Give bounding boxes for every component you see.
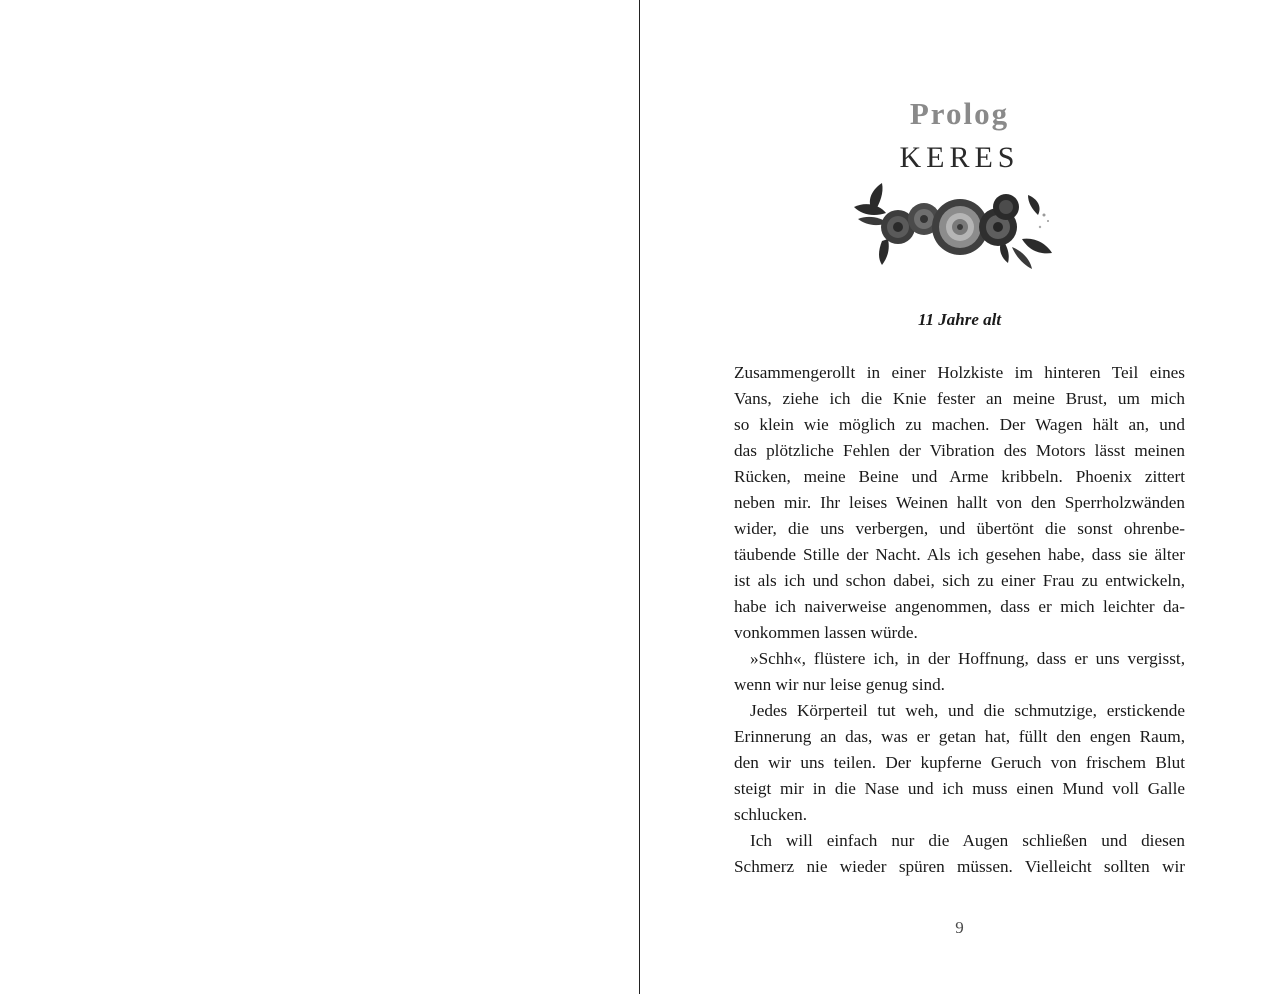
paragraph — [734, 646, 1185, 698]
text-line: wenn wir nur leise genug sind. — [734, 675, 945, 694]
paragraph — [734, 698, 1185, 828]
text-line: so klein wie möglich zu machen. Der Wagen hält an, und — [734, 415, 1185, 434]
text-line: Schmerz nie wieder spüren müssen. Vielleicht sollten wir — [734, 857, 1185, 876]
text-line: Vans, ziehe ich die Knie fester an meine Brust, um mich — [734, 389, 1185, 408]
text-line: ist als ich und schon dabei, sich zu einer Frau zu entwickeln, — [734, 571, 1185, 590]
text-line: habe ich naiverweise angenommen, dass er mich leichter da- — [734, 597, 1185, 616]
text-line: wider, die uns verbergen, und übertönt die sonst ohrenbe- — [734, 519, 1185, 538]
text-line: vonkommen lassen würde. — [734, 623, 918, 642]
paragraph — [734, 828, 1185, 880]
text-line: schlucken. — [734, 805, 808, 824]
text-line: Jedes Körperteil tut weh, und die schmutzige, erstickende — [750, 701, 1185, 720]
page-number: 9 — [955, 918, 964, 937]
text-line: Zusammengerollt in einer Holzkiste im hinteren Teil eines — [734, 363, 1185, 382]
paragraph — [734, 360, 1185, 646]
text-line: »Schh«, flüstere ich, in der Hoffnung, dass er uns vergisst, — [750, 649, 1185, 668]
text-line: täubende Stille der Nacht. Als ich gesehen habe, dass sie älter — [734, 545, 1185, 564]
text-line: Erinnerung an das, was er getan hat, füllt den engen Raum, — [734, 727, 1185, 746]
body-text — [734, 360, 1185, 880]
text-line: Rücken, meine Beine und Arme kribbeln. Phoenix zittert — [734, 467, 1185, 486]
text-line: Ich will einfach nur die Augen schließen und diesen — [750, 831, 1185, 850]
left-page-blank — [0, 0, 639, 994]
chapter-title: KERES — [899, 141, 1020, 174]
chapter-subtitle: 11 Jahre alt — [917, 310, 1002, 329]
text-line: steigt mir in die Nase und ich muss einen Mund voll Galle — [734, 779, 1185, 798]
text-line: den wir uns teilen. Der kupferne Geruch von frischem Blut — [734, 753, 1185, 772]
text-line: das plötzliche Fehlen der Vibration des Motors lässt meinen — [734, 441, 1185, 460]
text-line: neben mir. Ihr leises Weinen hallt von den Sperrholzwänden — [734, 493, 1185, 512]
right-page — [640, 0, 1279, 994]
chapter-label: Prolog — [909, 96, 1010, 131]
rose-bouquet-ornament-icon — [852, 177, 1058, 273]
